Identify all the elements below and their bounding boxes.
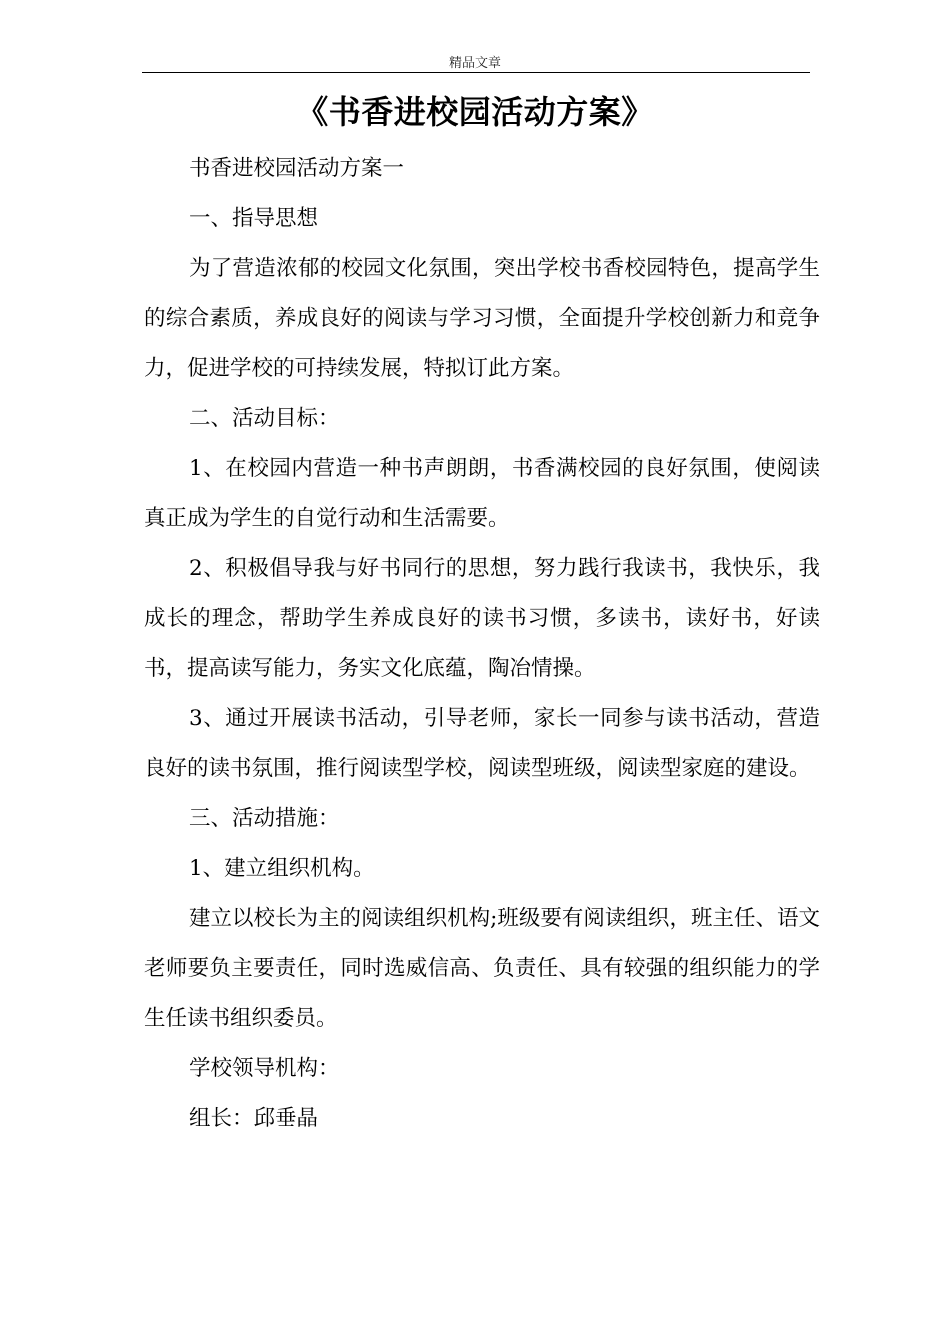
section-heading-activity-goals: 二、活动目标： [189,406,340,431]
goal-item-2: 2、积极倡导我与好书同行的思想，努力践行我读书，我快乐，我成长的理念，帮助学生养成良好的读书习惯，多读书，读好书，好读书，提高读写能力，务实文化底蕴，陶冶情操。 [144,556,820,681]
goal-item-3: 3、通过开展读书活动，引导老师，家长一同参与读书活动，营造良好的读书氛围，推行阅读型学校，阅读型班级，阅读型家庭的建设。 [144,706,820,781]
paragraph-group-leader: 组长：邱垂晶 [189,1106,319,1131]
measure-item-1: 1、建立组织机构。 [189,856,375,881]
section-heading-activity-measures: 三、活动措施： [189,806,340,831]
paragraph-leadership-heading: 学校领导机构： [189,1056,340,1081]
document-body [144,144,820,1144]
goal-item-1: 1、在校园内营造一种书声朗朗，书香满校园的良好氛围，使阅读真正成为学生的自觉行动和生活需要。 [144,456,820,531]
section-heading-guiding-ideology: 一、指导思想 [189,206,319,231]
paragraph-organization: 建立以校长为主的阅读组织机构;班级要有阅读组织，班主任、语文老师要负主要责任，同时选威信高、负责任、具有较强的组织能力的学生任读书组织委员。 [144,906,820,1031]
paragraph-guiding-ideology: 为了营造浓郁的校园文化氛围，突出学校书香校园特色，提高学生的综合素质，养成良好的阅读与学习习惯，全面提升学校创新力和竞争力，促进学校的可持续发展，特拟订此方案。 [144,256,820,381]
header-divider [142,72,810,73]
section-subtitle: 书香进校园活动方案一 [189,156,405,181]
page-header-label: 精品文章 [448,56,501,71]
document-title: 《书香进校园活动方案》 [296,93,654,131]
